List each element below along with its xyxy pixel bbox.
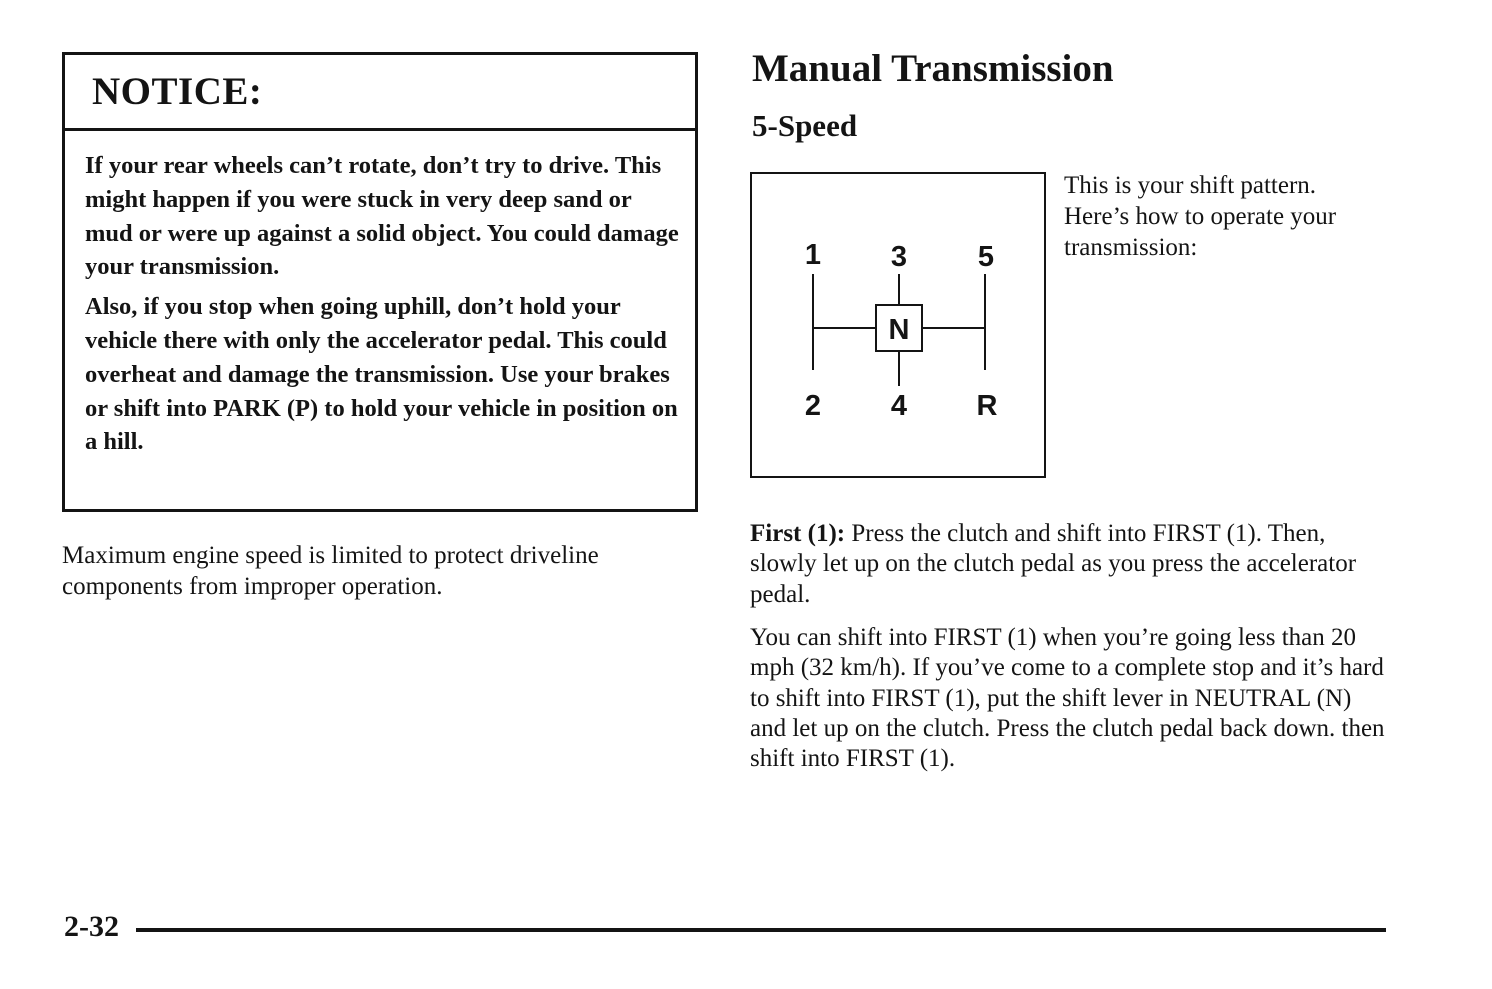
engine-speed-text: Maximum engine speed is limited to protect driveline components from improper operation. [62,542,599,600]
footer-rule [136,928,1386,932]
gear-label-r: R [976,390,998,422]
gear-label-1: 1 [804,239,822,271]
shift-pattern-diagram [750,172,1046,478]
section-subtitle: 5-Speed [752,108,858,143]
gear-label-neutral: N [888,314,910,346]
section-title: Manual Transmission [752,47,1114,90]
shift-pattern-svg [752,174,1044,476]
gear-label-5: 5 [977,241,995,273]
notice-paragraph: If your rear wheels can’t rotate, don’t try to drive. This might happen if you were stuck in very deep sand or mud or were up against a solid object. You could damage your transmission. [85,152,679,281]
first-gear-text: Press the clutch and shift into FIRST (1). Then, slowly let up on the clutch pedal as you press the accelerator pedal. [750,520,1357,608]
notice-heading: NOTICE: [65,55,695,131]
gear-label-4: 4 [890,390,908,422]
notice-paragraph: Also, if you stop when going uphill, don’t hold your vehicle there with only the accelerator pedal. This could overheat and damage the transmission. Use your brakes or shift into PARK (P) to hold your vehicle in position on a hill. [85,293,678,456]
gear-label-2: 2 [804,390,822,422]
shift-into-first-paragraph: You can shift into FIRST (1) when you’re going less than 20 mph (32 km/h). If you’ve come to a complete stop and it’s hard to shift into FIRST (1), put the shift lever in NEUTRAL (N) and let up on the clutch. Press the clutch pedal back down. then shift into FIRST (1). [750,624,1385,773]
shift-pattern-caption: This is your shift pattern. Here’s how to operate your transmission: [1064,172,1337,261]
gear-label-3: 3 [890,241,908,273]
notice-box [62,52,698,512]
page-number: 2-32 [64,910,119,943]
first-gear-label: First (1): [750,520,846,547]
notice-body [65,131,695,459]
first-gear-paragraph [750,519,1390,610]
